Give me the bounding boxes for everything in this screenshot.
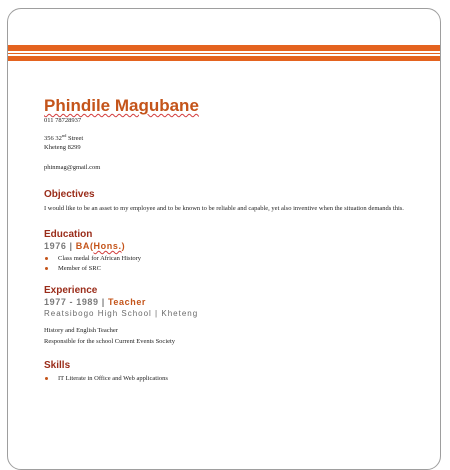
resume-page	[7, 8, 441, 470]
education-heading: Education	[44, 229, 93, 241]
header-accent-bar-lower	[8, 56, 440, 61]
address	[44, 131, 424, 152]
bullet-icon	[45, 377, 48, 380]
list-item: IT Literate in Office and Web applications	[44, 374, 424, 384]
phone-number: 011 78728937	[44, 117, 82, 124]
experience-heading: Experience	[44, 285, 98, 297]
experience-organization: Reatsibogo High School | Kheteng	[44, 309, 199, 319]
experience-line: Responsible for the school Current Events Society	[44, 338, 176, 346]
header-accent-bar	[8, 45, 440, 51]
education-section	[44, 228, 424, 274]
objectives-section	[44, 188, 424, 214]
skills-list	[44, 374, 424, 384]
bullet-icon	[45, 257, 48, 260]
education-list	[44, 254, 424, 274]
experience-details	[44, 325, 424, 347]
skills-section	[44, 359, 424, 384]
email-address: phinmag@gmail.com	[44, 164, 101, 172]
objectives-text: I would like to be an asset to my employee and to be known to be reliable and capable, yet also inventive when the situation demands this.	[44, 205, 404, 213]
list-item: Class medal for African History	[44, 254, 424, 264]
resume-content	[44, 96, 424, 384]
list-item: Member of SRC	[44, 264, 424, 274]
education-subheading: 1976 | BA(Hons.)	[44, 241, 126, 252]
bullet-icon	[45, 267, 48, 270]
experience-subheading: 1977 - 1989 | Teacher	[44, 297, 147, 308]
objectives-heading: Objectives	[44, 189, 95, 201]
skills-heading: Skills	[44, 360, 71, 372]
address-line-1: 356 32nd Street	[44, 133, 84, 143]
candidate-name: Phindile Magubane	[44, 96, 199, 115]
address-line-2: Kheteng 8299	[44, 144, 81, 152]
experience-section	[44, 284, 424, 347]
experience-line: History and English Teacher	[44, 327, 118, 335]
header-accent-line	[8, 53, 440, 54]
